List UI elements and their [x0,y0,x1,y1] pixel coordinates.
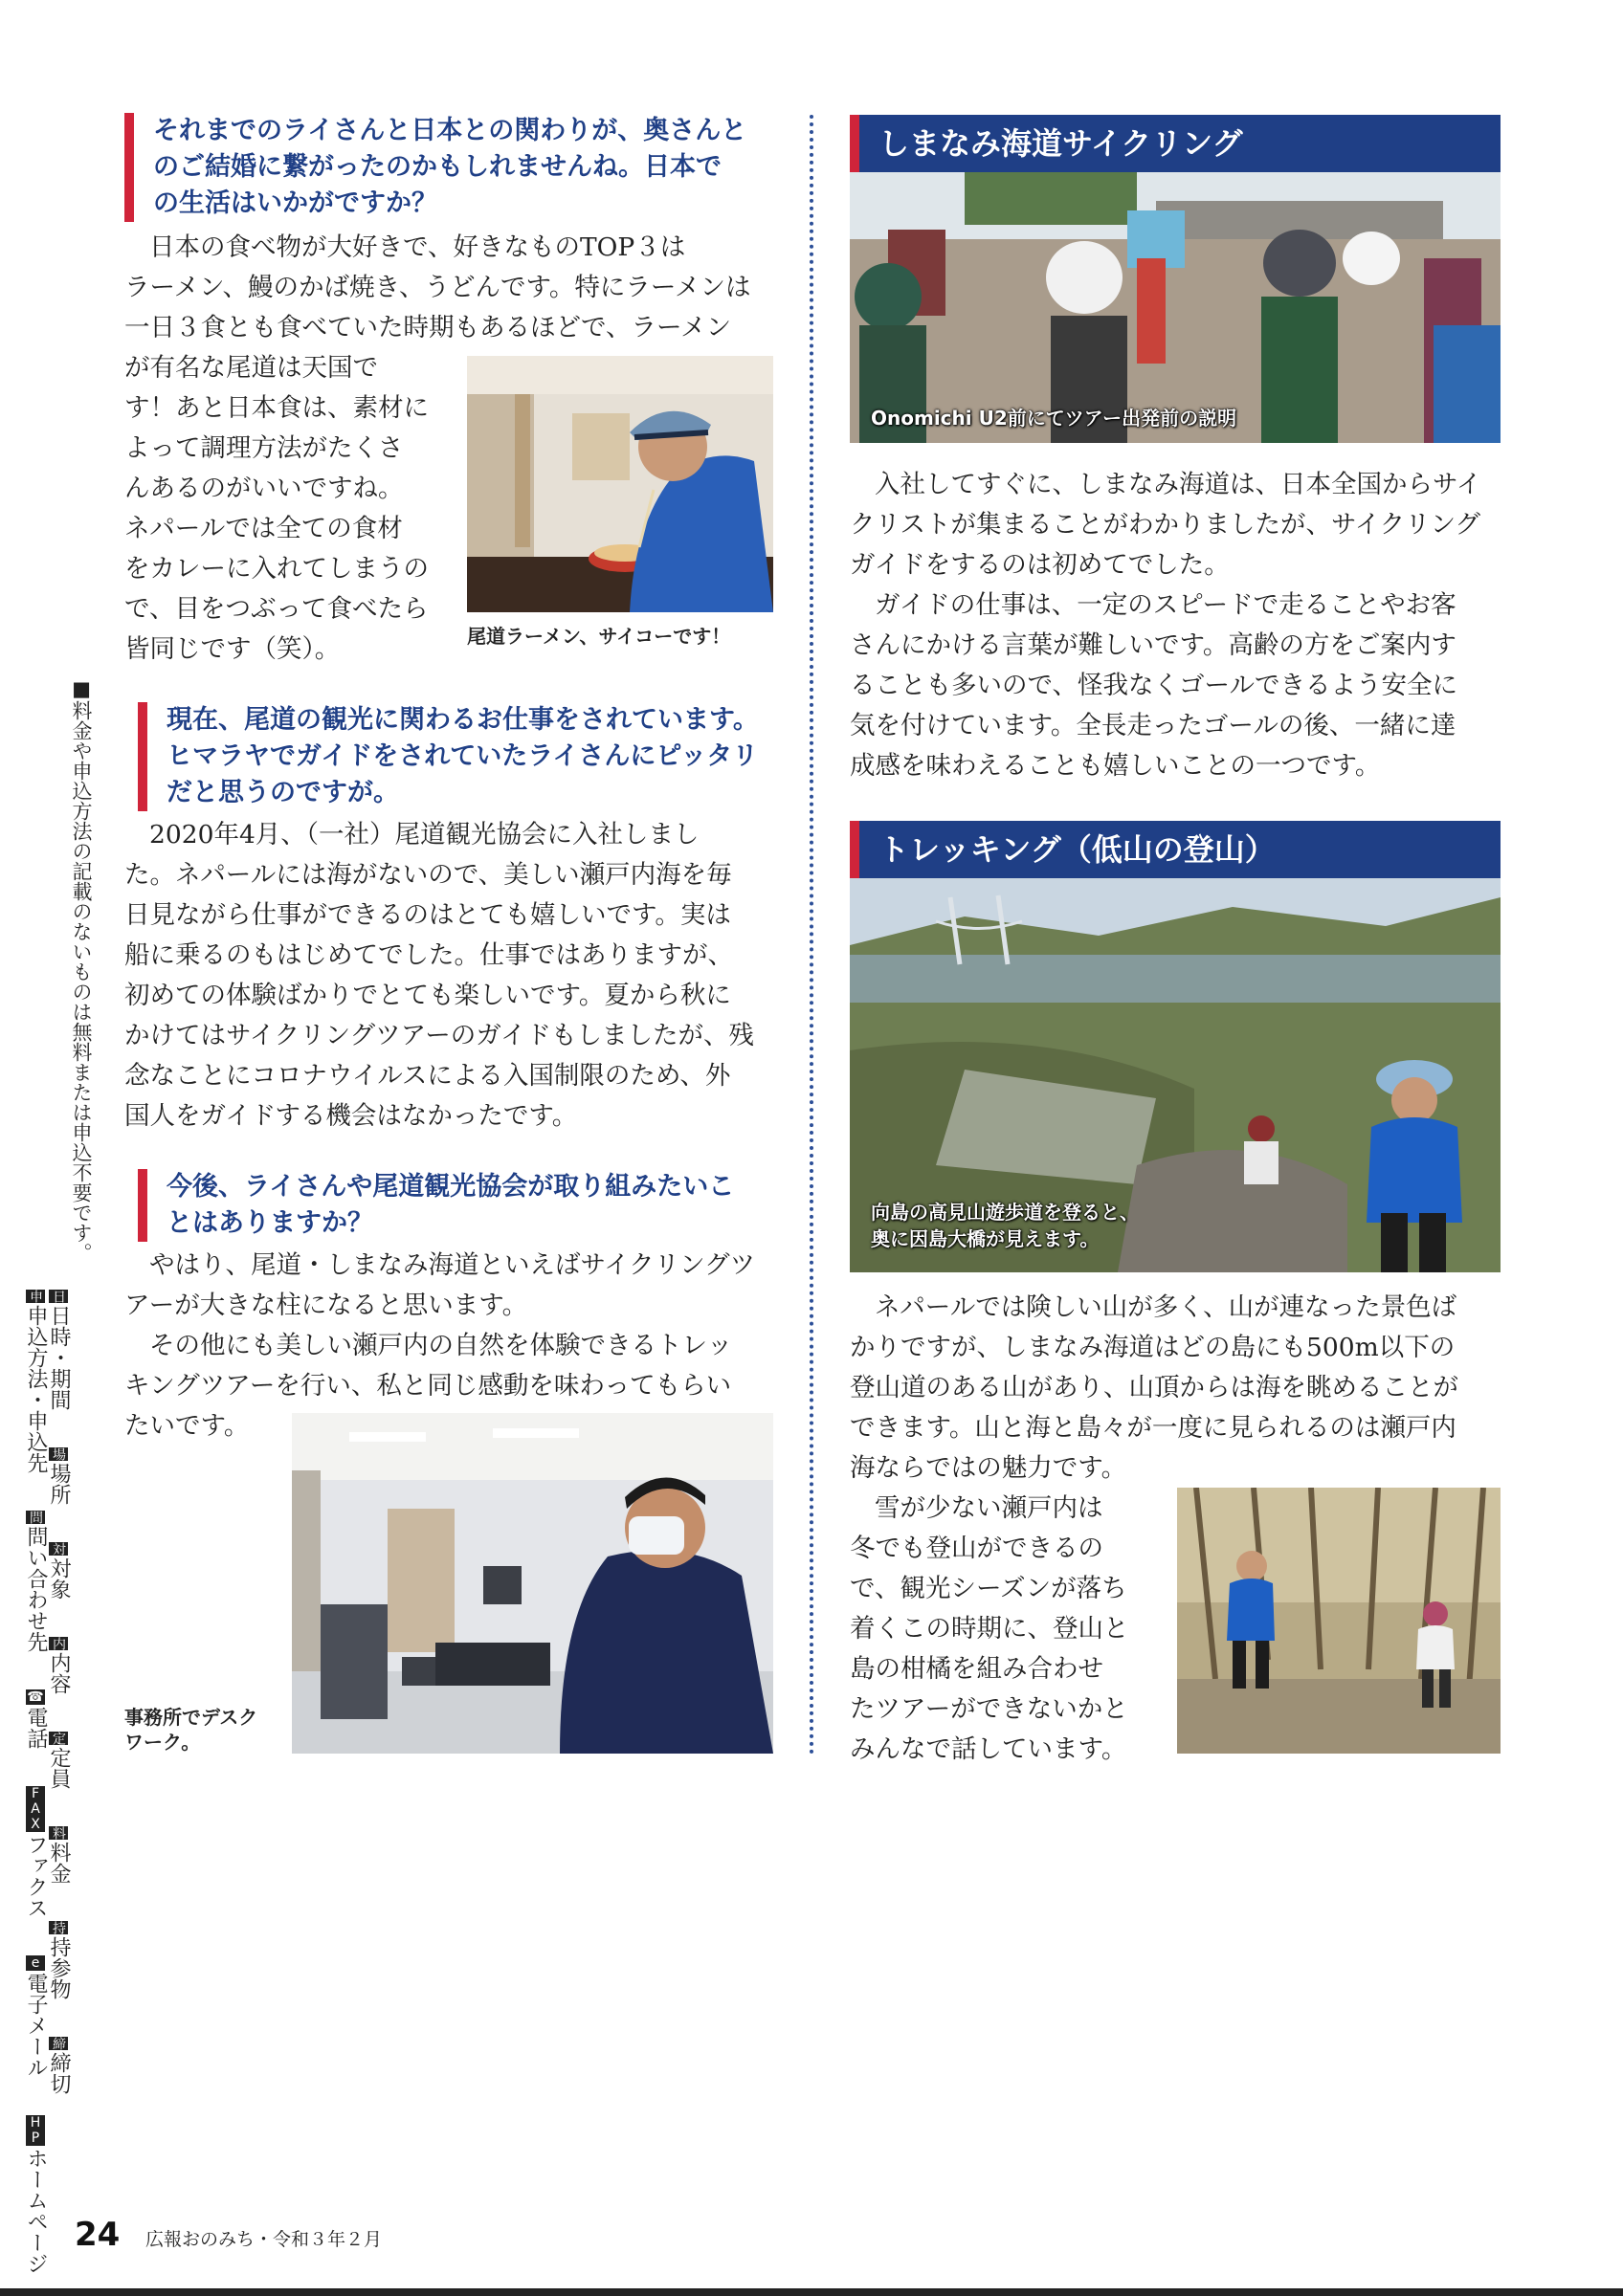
answer-1-full-lines: 日本の食べ物が大好きで、好きなものTOP３は ラーメン、鰻のかば焼き、うどんです。特にラーメンは 一日３食とも食べていた時期もあるほどで、ラーメン [124,232,751,342]
legend-item: 定定員 [47,1732,71,1789]
legend-item: ☎電話 [24,1689,48,1749]
cycling-photo [850,172,1501,443]
legend-sidebar [24,677,94,2274]
trekking-paragraph-wrapped: 雪が少ない瀬戸内は 冬でも登山ができるの で、観光シーズンが落ち 着くこの時期に、登山と 島の柑橘を組み合わせ たツアーができないかと みんなで話しています。 [850,1493,1129,1764]
legend-item: 日日時・期間 [47,1290,71,1410]
answer-1-wrapped-lines: が有名な尾道は天国で す！あと日本食は、素材に よって調理方法がたくさ んあるのがいいですね。 ネパールでは全ての食材 をカレーに入れてしまうの で、目をつぶって食べたら 皆同じです（笑）。 [124,353,429,664]
legend-item: 持持参物 [47,1921,71,1999]
legend-item: FAXファクス [24,1786,48,1918]
legend-item: e電子メール [24,1955,48,2078]
ramen-photo [467,356,773,612]
cycling-paragraph: 入社してすぐに、しまなみ海道は、日本全国からサイ クリストが集まることがわかりましたが、サイクリング ガイドをするのは初めてでした。 ガイドの仕事は、一定のスピードで走ることやお客 さんにかける言葉が難しいです。高齢の方をご案内す ることも多いので、怪我なくゴールできるよう安全に 気を付けています。全長走ったゴールの後、一緒に達 成感を味わえることも嬉しいことの一つです。 [850,470,1482,781]
column-divider [810,115,813,1755]
legend-column-3 [23,1290,48,2287]
desk-work-photo-caption: 事務所でデスク ワーク。 [124,1706,258,1754]
page-number: 24 [75,2216,121,2254]
question-heading-1: それまでのライさんと日本との関わりが、奥さんと のご結婚に繋がったのかもしれませんね。日本で の生活はいかがですか？ [124,113,804,222]
legend-item: 内内容 [47,1637,71,1694]
legend-column-2 [46,1290,71,2108]
bottom-rule [0,2288,1623,2296]
ramen-photo-illustration [467,356,773,612]
legend-item: 申申込方法・申込先 [24,1290,48,1473]
question-heading-2: 現在、尾道の観光に関わるお仕事をされています。 ヒマラヤでガイドをされていたライさんにピッタリ だと思うのですが。 [138,702,817,811]
hiking-couple-photo [1177,1488,1501,1754]
desk-work-photo [292,1413,773,1754]
answer-3: やはり、尾道・しまなみ海道といえばサイクリングツ アーが大きな柱になると思います。 その他にも美しい瀬戸内の自然を体験できるトレッ キングツアーを行い、私と同じ感動を味わってもらい たいです。 [124,1250,756,1441]
legend-item: 場場所 [47,1447,71,1505]
trekking-photo-caption: 向島の高見山遊歩道を登ると、 奥に因島大橋が見えます。 [871,1201,1139,1250]
answer-2: 2020年4月、（一社）尾道観光協会に入社しまし た。ネパールには海がないので、美しい瀬戸内海を毎 日見ながら仕事ができるのはとても嬉しいです。実は 船に乗るのもはじめてでした。仕事ではありますが、 初めての体験ばかりでとても楽しいです。夏から秋に かけてはサイクリングツアーのガイドもしましたが、残 念なことにコロナウイルスによる入国制限のため、外 国人をガイドする機会はなかったです。 [124,820,754,1131]
section-title-cycling: しまなみ海道サイクリング [850,115,1501,172]
ramen-photo-caption: 尾道ラーメン、サイコーです！ [467,625,731,648]
question-heading-3: 今後、ライさんや尾道観光協会が取り組みたいこ とはありますか？ [138,1169,817,1242]
legend-item: 問問い合わせ先 [24,1511,48,1652]
legend-note-column: ■料金や申込方法の記載のないものは無料または申込不要です。 [70,677,93,1263]
legend-item: HPホームページ [24,2115,48,2274]
section-title-trekking: トレッキング（低山の登山） [850,821,1501,878]
legend-item: 対対象 [47,1542,71,1600]
hiking-couple-photo-illustration [1177,1488,1501,1754]
trekking-paragraph: ネパールでは険しい山が多く、山が連なった景色ば かりですが、しまなみ海道はどの島にも500m以下の 登山道のある山があり、山頂からは海を眺めることが できます。山と海と島々が一度に見られるのは瀬戸内 海ならではの魅力です。 [850,1292,1458,1483]
legend-item: 料料金 [47,1826,71,1884]
cycling-photo-illustration [850,172,1501,443]
cycling-photo-caption: Onomichi U2前にてツアー出発前の説明 [871,407,1237,430]
publication-name: 広報おのみち・令和３年２月 [145,2229,383,2250]
legend-item: 締締切 [47,2037,71,2094]
desk-work-photo-illustration [292,1413,773,1754]
trekking-photo [850,878,1501,1272]
